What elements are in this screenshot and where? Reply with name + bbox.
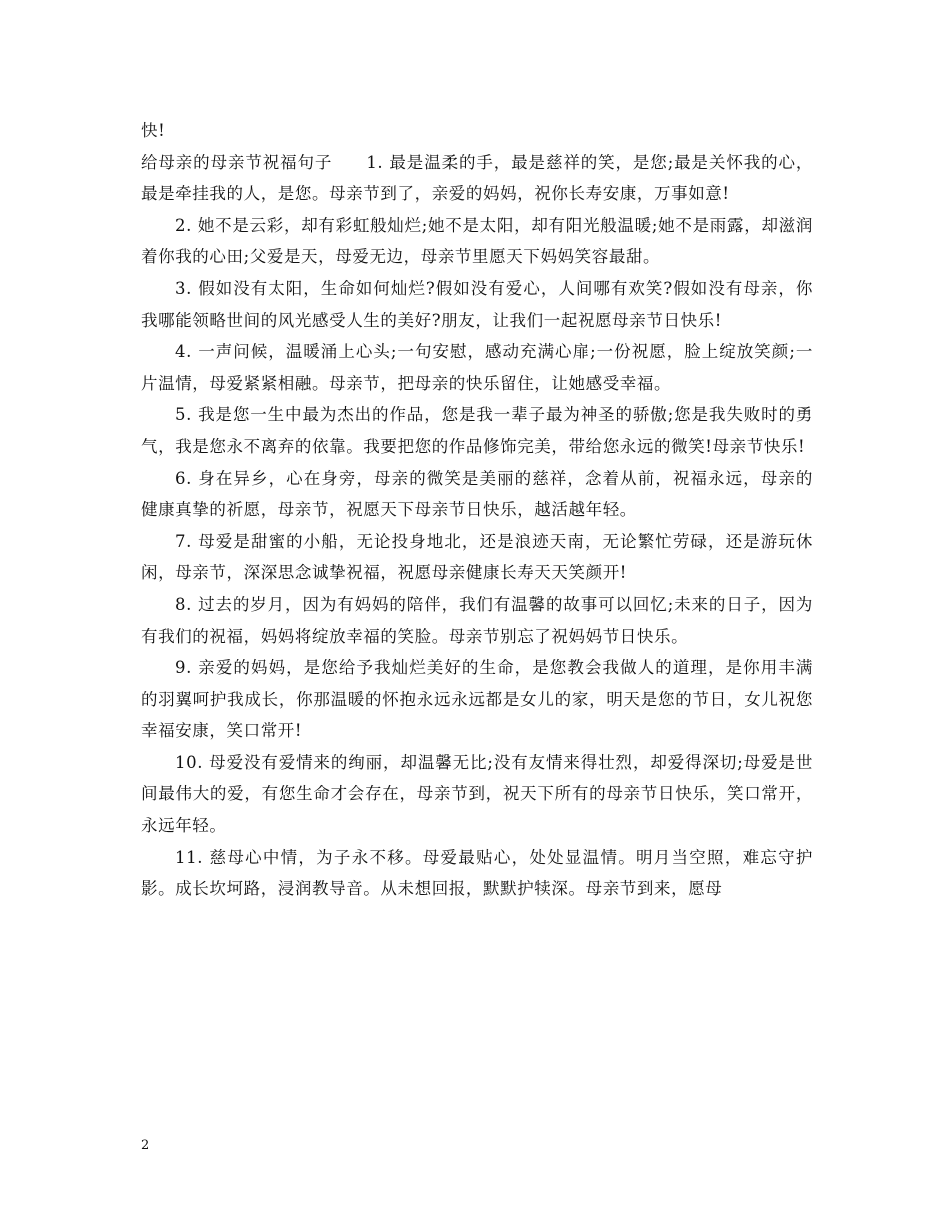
- section-heading: 给母亲的母亲节祝福句子: [141, 152, 333, 172]
- paragraph-1: 1. 最是温柔的手，最是慈祥的笑，是您;最是关怀我的心，最是牵挂我的人，是您。母亲节到了，亲爱的妈妈，祝你长寿安康，万事如意!: [141, 152, 813, 204]
- paragraph-9: 9. 亲爱的妈妈，是您给予我灿烂美好的生命，是您教会我做人的道理，是你用丰满的羽翼呵护我成长，你那温暖的怀抱永远永远都是女儿的家，明天是您的节日，女儿祝您幸福安康，笑口常开!: [141, 658, 813, 741]
- paragraph-4: 4. 一声问候，温暖涌上心头;一句安慰，感动充满心扉;一份祝愿，脸上绽放笑颜;一片温情，母爱紧紧相融。母亲节，把母亲的快乐留住，让她感受幸福。: [141, 342, 813, 393]
- paragraph-7: 7. 母爱是甜蜜的小船，无论投身地北，还是浪迹天南，无论繁忙劳碌，还是游玩休闲，母亲节，深深思念诚挚祝福，祝愿母亲健康长寿天天笑颜开!: [141, 531, 813, 583]
- page-number: 2: [141, 1138, 150, 1153]
- text-fragment: 快!: [141, 121, 166, 140]
- paragraph-5: 5. 我是您一生中最为杰出的作品，您是我一辈子最为神圣的骄傲;您是我失败时的勇气，我是您永不离弃的依靠。我要把您的作品修饰完美，带给您永远的微笑!母亲节快乐!: [141, 405, 813, 456]
- paragraph-6: 6. 身在异乡，心在身旁，母亲的微笑是美丽的慈祥，念着从前，祝福永远，母亲的健康真挚的祈愿，母亲节，祝愿天下母亲节日快乐，越活越年轻。: [141, 468, 813, 520]
- paragraph-3: 3. 假如没有太阳，生命如何灿烂?假如没有爱心，人间哪有欢笑?假如没有母亲，你我哪能领略世间的风光感受人生的美好?朋友，让我们一起祝愿母亲节日快乐!: [141, 278, 813, 330]
- section-block: [141, 147, 813, 210]
- paragraph-8: 8. 过去的岁月，因为有妈妈的陪伴，我们有温馨的故事可以回忆;未来的日子，因为有我们的祝福，妈妈将绽放幸福的笑脸。母亲节别忘了祝妈妈节日快乐。: [141, 594, 813, 646]
- paragraph-10: 10. 母爱没有爱情来的绚丽，却温馨无比;没有友情来得壮烈，却爱得深切;母爱是世间最伟大的爱，有您生命才会存在，母亲节到，祝天下所有的母亲节日快乐，笑口常开，永远年轻。: [141, 752, 813, 836]
- document-body: [141, 115, 813, 905]
- paragraph-2: 2. 她不是云彩，却有彩虹般灿烂;她不是太阳，却有阳光般温暖;她不是雨露，却滋润着你我的心田;父爱是天，母爱无边，母亲节里愿天下妈妈笑容最甜。: [141, 215, 813, 267]
- paragraph-11: 11. 慈母心中情，为子永不移。母爱最贴心，处处显温情。明月当空照，难忘守护影。成长坎坷路，浸润教导音。从未想回报，默默护犊深。母亲节到来，愿母: [141, 847, 813, 899]
